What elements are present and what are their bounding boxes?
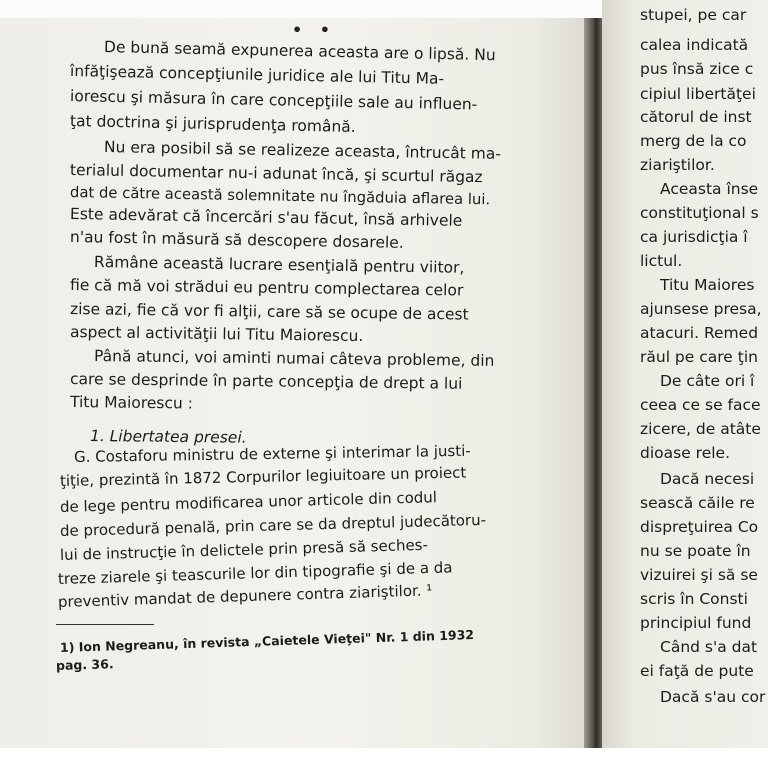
right-line: sească căile re [640,494,755,512]
right-line: Dacă s'au cor [660,688,766,706]
right-line: Când s'a dat [660,638,758,656]
right-line: cipiul libertăţei [640,85,756,103]
right-line: atacuri. Remed [640,324,759,342]
footnote-rule [56,624,154,625]
right-line: principiul fund [640,614,752,632]
right-line: Aceasta înse [660,180,759,198]
right-line: merg de la co [640,132,747,150]
left-line: Titu Maiorescu : [69,393,194,413]
left-line: De bună seamă expunerea aceasta are o lipsă. Nu [103,38,496,65]
left-line: de procedură penală, prin care se da dreptul judecătoru- [59,510,487,540]
left-line: aspect al activităţii lui Titu Maiorescu. [69,323,364,346]
footnote-line: 1) Ion Negreanu, în revista „Caietele Vieţei" Nr. 1 din 1932 [59,626,475,655]
right-line: vizuirei şi să se [640,566,758,584]
left-line: Nu era posibil să se realizeze aceasta, întrucât ma- [103,138,502,163]
left-line: G. Costaforu ministru de externe şi interimar la justi- [73,441,471,466]
right-line: De câte ori î [660,372,755,390]
left-line: Este adevărat că încercări s'au făcut, însă arhivele [69,205,463,230]
left-line: fie că mă voi strădui eu pentru complectarea celor [69,276,464,300]
left-line: de lege pentru modificarea unor articole din codul [59,488,438,516]
left-line: zise azi, fie că vor fi alţii, care să se ocupe de acest [69,300,469,324]
right-line: nu se poate în [640,542,751,560]
left-line: dat de către această solemnitate nu îngăduia aflarea lui. [69,184,491,209]
ornament-dots: • • [292,20,337,39]
right-line: cătorul de inst [640,108,752,126]
left-line: Rămâne această lucrare esenţială pentru viitor, [93,253,465,277]
right-line: zicere, de atâte [640,420,761,438]
right-line: ca jurisdicţia î [640,228,748,246]
right-line: calea indicată [640,36,749,54]
left-line: ţat doctrina şi jurisprudenţa română. [69,112,356,136]
left-line: n'au fost în măsură să descopere dosarele. [69,228,404,252]
left-line: treze ziarele şi teascurile lor din tipografie şi de a da [57,558,453,588]
left-line: înfăţişează concepţiunile juridice ale lui Titu Ma- [69,62,445,88]
right-line: ajunsese presa, [640,300,762,318]
left-line: ţiţie, prezintă în 1872 Corpurilor legiuitoare un proiect [59,463,467,490]
left-line: preventiv mandat de depunere contra ziariştilor. ¹ [57,581,433,611]
bottom-margin [0,748,768,768]
right-line: Titu Maiores [660,276,755,294]
right-line: ceea ce se face [640,396,761,414]
right-line: răul pe care ţin [640,348,758,366]
left-line: terialul documentar nu-i adunat încă, şi scurtul răgaz [69,161,483,187]
right-line: stupei, pe car [640,6,747,24]
left-line: iorescu şi măsura în care concepţiile sale au influen- [69,87,478,114]
right-line: scris în Consti [640,590,748,608]
right-line: Dacă necesi [660,470,755,488]
left-line: lui de instrucţie în delictele prin presă să seches- [59,535,429,564]
right-line: dispreţuirea Co [640,518,759,536]
footnote-line: pag. 36. [55,656,114,673]
right-line: constituţional s [640,204,759,222]
right-line: ziariştilor. [640,156,715,174]
right-line: lictul. [640,252,683,270]
left-line: care se desprinde în parte concepţia de drept a lui [69,370,463,393]
left-line: Până atunci, voi aminti numai câteva probleme, din [93,347,495,370]
right-line: pus însă zice c [640,60,754,78]
right-line: ei faţă de pute [640,662,754,680]
right-line: dioase rele. [640,444,731,462]
section-heading: 1. Libertatea presei. [89,427,247,447]
